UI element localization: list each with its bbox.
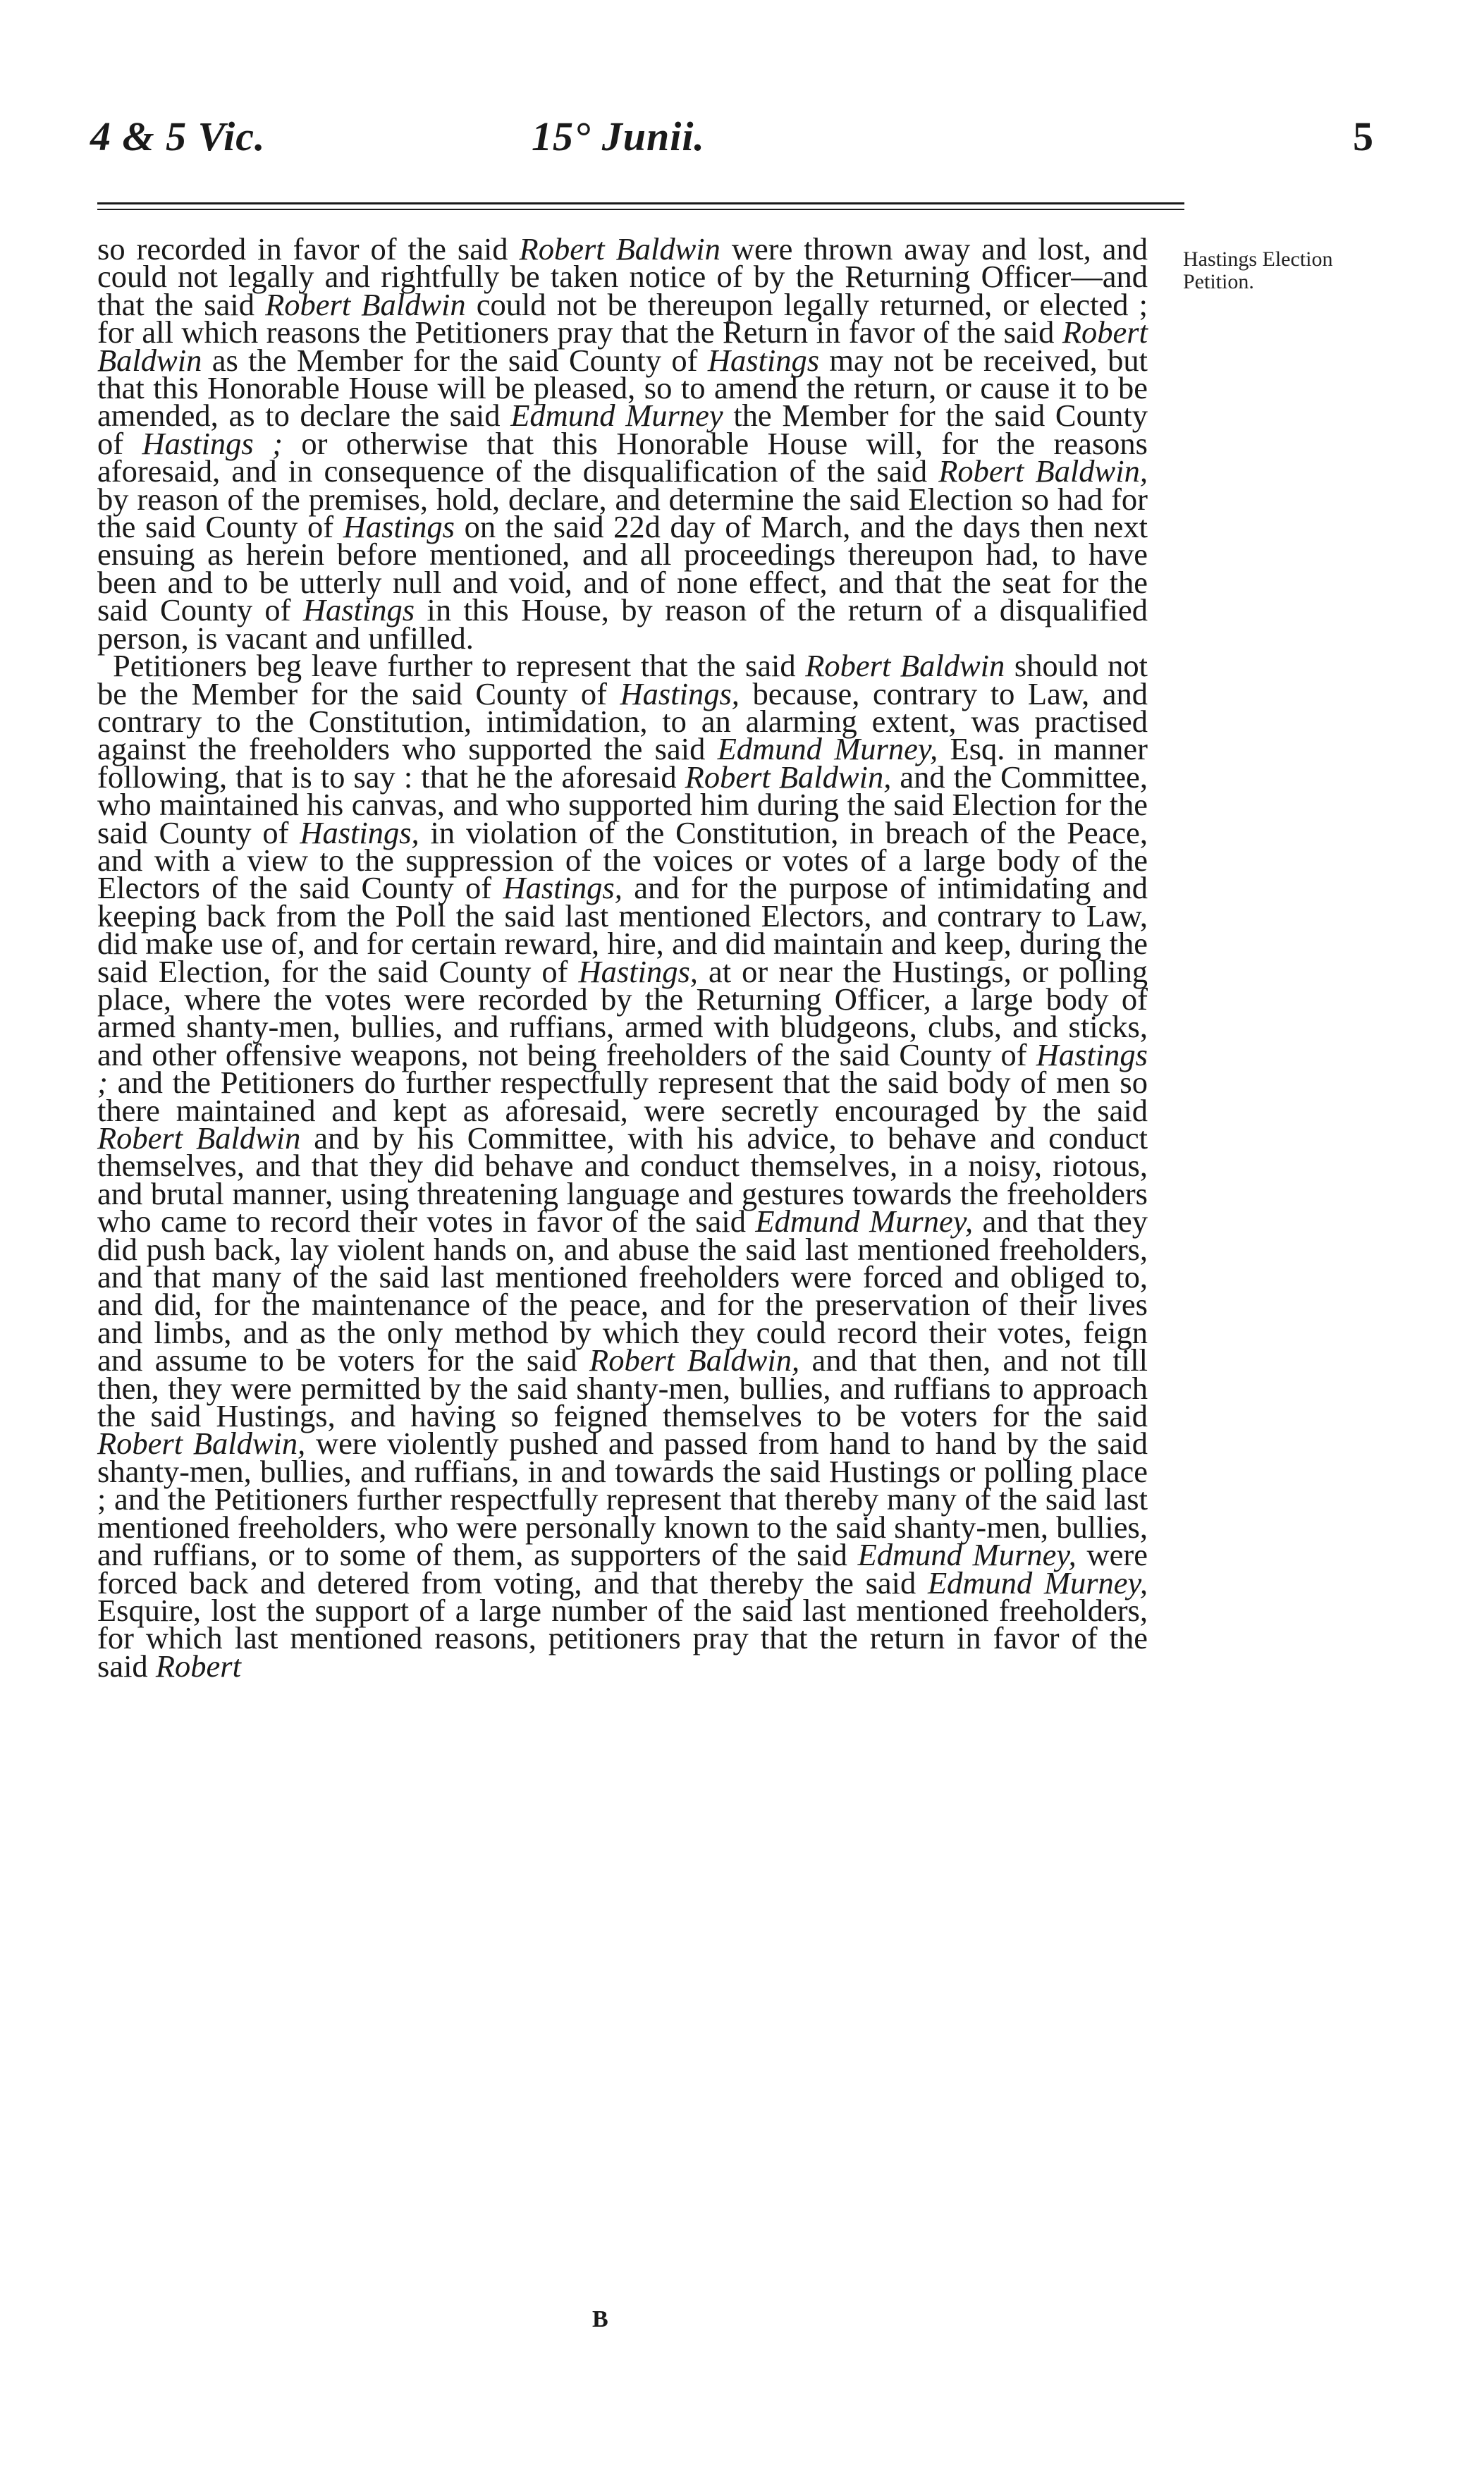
text-run: and the Committee, who maintained his canvas, and who supported him during the said Election for the said County of xyxy=(97,759,1148,850)
body-text xyxy=(97,231,1148,1684)
text-run: and that they did push back, lay violent hands on, and abuse the said last mentioned freeholders, and that many of the said last mentioned freeholders were forced and obliged to, and did, for the maintenance of the peace, and for the preservation of their lives and limbs, and as the only method by which they could record their votes, feign and assume to be voters for the said xyxy=(97,1204,1148,1378)
text-run: Esquire, lost the support of a large number of the said last mentioned freeholders, for which last mentioned reasons, petitioners pray that the return in favor of the said xyxy=(97,1592,1148,1684)
text-run: were forced back and detered from voting, and that thereby the said xyxy=(97,1537,1148,1600)
italic-text: Hastings, xyxy=(503,870,623,906)
italic-text: Robert Baldwin xyxy=(97,1120,301,1156)
italic-text: Edmund Murney xyxy=(510,398,723,434)
italic-text: Robert Baldwin xyxy=(97,314,1148,378)
text-run: may not be received, but that this Honorable House will be pleased, so to amend the return, or cause it to be amended, as to declare the said xyxy=(97,342,1148,434)
text-run: as the Member for the said County of xyxy=(202,342,708,378)
text-run: should not be the Member for the said County of xyxy=(97,648,1148,711)
text-run: Petitioners beg leave further to represent that the said xyxy=(113,648,806,684)
running-header xyxy=(90,113,1373,176)
italic-text: Robert Baldwin xyxy=(519,231,720,267)
page-number: 5 xyxy=(1353,114,1373,159)
italic-text: Robert Baldwin xyxy=(805,648,1005,684)
text-run: by reason of the premises, hold, declare, and determine the said Election so had for the said County of xyxy=(97,481,1148,545)
italic-text: Robert Baldwin, xyxy=(97,1426,306,1462)
italic-text: Hastings xyxy=(343,509,455,545)
text-run: at or near the Hustings, or polling place, where the votes were recorded by the Returning Officer, a large body of armed shanty-men, bullies, and ruffians, armed with bludgeons, clubs, and sticks, and other offensive weapons, not being freeholders of the said County of xyxy=(97,953,1148,1072)
italic-text: Robert Baldwin, xyxy=(589,1342,800,1378)
italic-text: Hastings, xyxy=(620,675,740,711)
italic-text: Hastings xyxy=(302,592,415,628)
italic-text: Robert Baldwin xyxy=(265,286,466,322)
paragraph xyxy=(97,648,1148,1684)
text-run: and for the purpose of intimidating and keeping back from the Poll the said last mentioned Electors, and contrary to Law, did make use of, and for certain reward, hire, and did maintain and keep, during the said Election, for the said County of xyxy=(97,870,1148,989)
text-run: were violently pushed and passed from hand to hand by the said shanty-men, bullies, and ruffians, in and towards the said Hustings or polling place ; and the Petitioners further respectfully represent that thereby many of the said last mentioned freeholders, who were personally known to the said shanty-men, bullies, and ruffians, or to some of them, as supporters of the said xyxy=(97,1426,1148,1573)
italic-text: Edmund Murney, xyxy=(927,1565,1148,1600)
header-regnal-year: 4 & 5 Vic. xyxy=(90,114,266,159)
text-run: and by his Committee, with his advice, to behave and conduct themselves, and that they did behave and conduct themselves, in a noisy, riotous, and brutal manner, using threatening language and gestures towards the freeholders who came to record their votes in favor of the said xyxy=(97,1120,1148,1239)
italic-text: Robert Baldwin, xyxy=(685,759,892,795)
italic-text: Hastings ; xyxy=(97,1036,1148,1101)
text-run: so recorded in favor of the said xyxy=(97,231,520,267)
italic-text: Edmund Murney, xyxy=(755,1204,974,1239)
italic-text: Hastings xyxy=(707,342,820,378)
italic-text: Robert xyxy=(155,1648,241,1684)
text-run: were thrown away and lost, and could not legally and rightfully be taken notice of by the Returning Officer—and that the said xyxy=(97,231,1148,322)
italic-text: Hastings ; xyxy=(142,425,283,461)
header-rule-thick xyxy=(97,202,1184,204)
text-run: could not be thereupon legally returned, or elected ; for all which reasons the Petitioners pray that the Return in favor of the said xyxy=(97,286,1148,350)
text-run: because, contrary to Law, and contrary to the Constitution, intimidation, to an alarming extent, was practised against the freeholders who supported the said xyxy=(97,675,1148,767)
header-rule-thin xyxy=(97,209,1184,210)
italic-text: Hastings, xyxy=(578,953,698,989)
italic-text: Hastings, xyxy=(300,814,419,850)
header-date: 15° Junii. xyxy=(532,114,705,159)
text-run: and that then, and not till then, they were permitted by the said shanty-men, bullies, and ruffians to approach the said Hustings, and having so feigned themselves to be voters for the said xyxy=(97,1342,1148,1434)
paragraph xyxy=(97,231,1148,656)
italic-text: Edmund Murney, xyxy=(857,1537,1077,1573)
italic-text: Edmund Murney, xyxy=(717,731,938,767)
signature-mark: B xyxy=(592,2306,609,2332)
text-run: the Member for the said County of xyxy=(97,398,1148,461)
text-run: in violation of the Constitution, in breach of the Peace, and with a view to the suppression of the voices or votes of a large body of the Electors of the said County of xyxy=(97,814,1148,906)
text-run: in this House, by reason of the return of a disqualified person, is vacant and unfilled. xyxy=(97,592,1148,656)
italic-text: Robert Baldwin, xyxy=(938,453,1148,489)
text-run: or otherwise that this Honorable House will, for the reasons aforesaid, and in consequence of the disqualification of the said xyxy=(97,425,1148,489)
marginal-note: Hastings Election Petition. xyxy=(1183,247,1333,293)
text-run: and the Petitioners do further respectfully represent that the said body of men so there maintained and kept as aforesaid, were secretly encouraged by the said xyxy=(97,1065,1148,1128)
text-run: Esq. in manner following, that is to say : that he the aforesaid xyxy=(97,731,1148,795)
text-run: on the said 22d day of March, and the days then next ensuing as herein before mentioned, and all proceedings thereupon had, to have been and to be utterly null and void, and of none effect, and that the seat for the said County of xyxy=(97,509,1148,628)
